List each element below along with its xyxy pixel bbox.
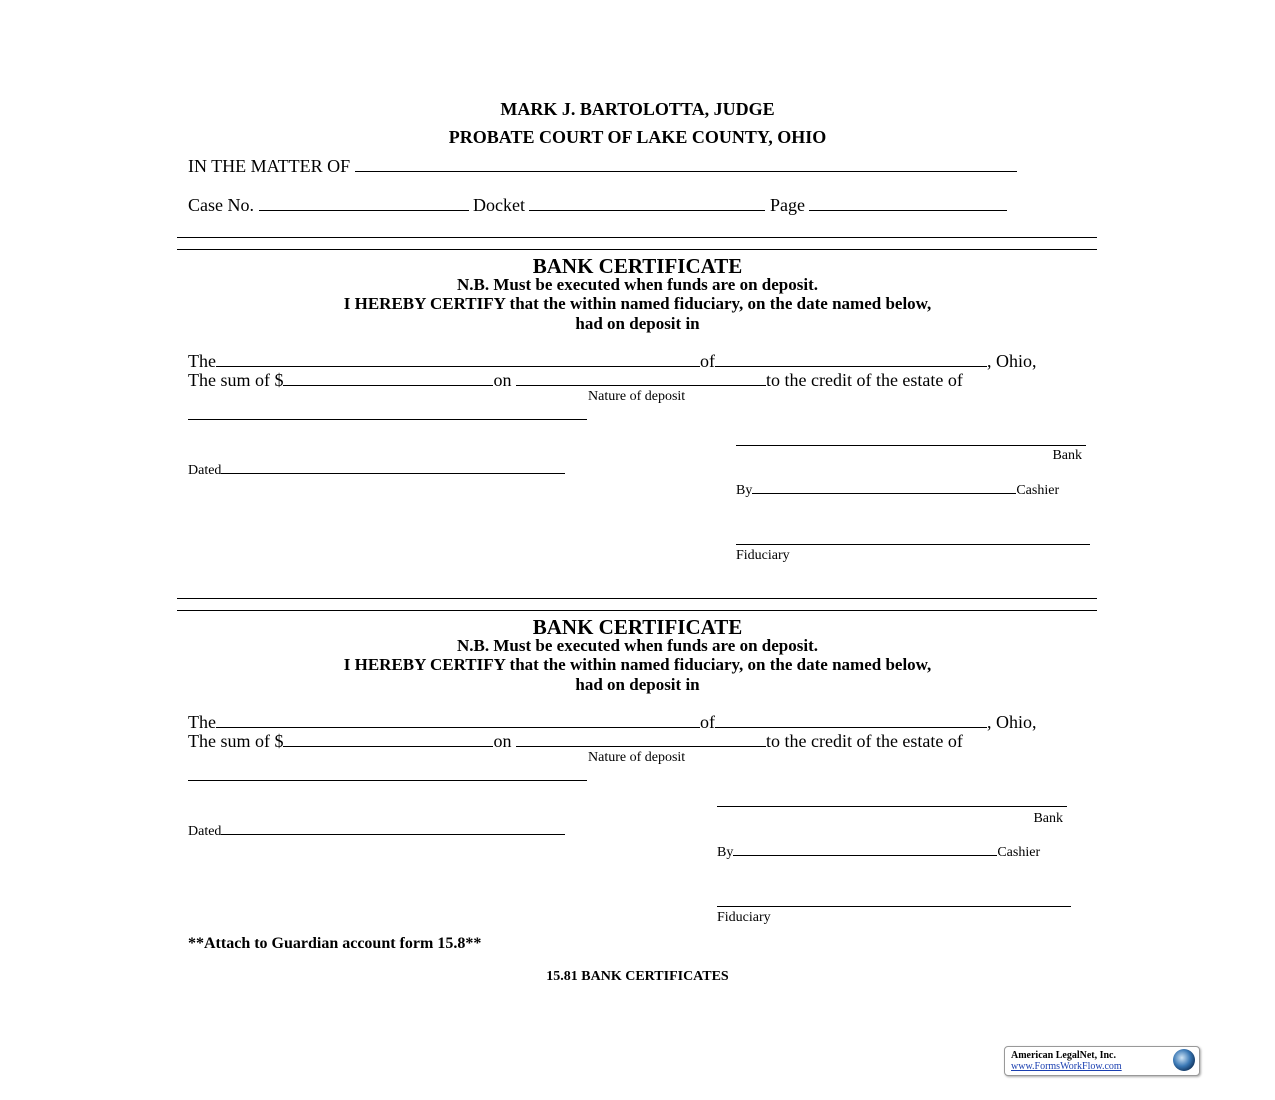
by-label: By (736, 483, 753, 498)
nature-field[interactable] (516, 384, 766, 386)
sum-field[interactable] (283, 384, 493, 386)
case-field[interactable] (259, 209, 469, 211)
ohio-label: , Ohio, (986, 712, 1037, 732)
bank-label: Bank (1033, 811, 1063, 826)
on-label: on (493, 370, 512, 390)
certify-text: I HEREBY CERTIFY that the within named fiduciary, on the date named below, (343, 655, 932, 674)
divider (177, 598, 1097, 599)
deposit-text: had on deposit in (575, 675, 700, 694)
cashier-field[interactable] (752, 492, 1016, 494)
ohio-label: , Ohio, (986, 351, 1037, 371)
divider (177, 610, 1097, 611)
dated-field[interactable] (221, 833, 565, 835)
docket-field[interactable] (529, 209, 765, 211)
nb-note: N.B. Must be executed when funds are on deposit. (457, 636, 818, 655)
divider (177, 237, 1097, 238)
attach-note: **Attach to Guardian account form 15.8** (188, 935, 482, 952)
on-label: on (493, 731, 512, 751)
sum-label: The sum of $ (188, 731, 284, 751)
of-label: of (699, 351, 715, 371)
estate-field[interactable] (188, 780, 587, 781)
matter-field[interactable] (355, 170, 1017, 172)
city-field[interactable] (715, 726, 987, 728)
logo-company: American LegalNet, Inc. (1011, 1050, 1116, 1061)
globe-icon (1173, 1049, 1195, 1071)
american-legalnet-logo[interactable] (1004, 1046, 1200, 1076)
case-label: Case No. (188, 195, 254, 215)
fiduciary-label: Fiduciary (736, 548, 790, 563)
nature-label: Nature of deposit (588, 389, 686, 404)
of-label: of (699, 712, 715, 732)
judge-name: MARK J. BARTOLOTTA, JUDGE (500, 99, 775, 119)
fiduciary-signature-field[interactable] (736, 544, 1090, 545)
fiduciary-signature-field[interactable] (717, 906, 1071, 907)
the-label: The (188, 712, 216, 732)
nb-note: N.B. Must be executed when funds are on deposit. (457, 275, 818, 294)
city-field[interactable] (715, 365, 987, 367)
bank-signature-field[interactable] (717, 806, 1067, 807)
cashier-label: Cashier (997, 845, 1041, 860)
matter-row (188, 156, 1017, 177)
logo-url[interactable]: www.FormsWorkFlow.com (1011, 1061, 1122, 1072)
matter-label: IN THE MATTER OF (188, 156, 351, 176)
deposit-text: had on deposit in (575, 314, 700, 333)
dated-label: Dated (188, 463, 222, 478)
page-field[interactable] (809, 209, 1007, 211)
credit-label: to the credit of the estate of (765, 731, 963, 751)
estate-field[interactable] (188, 419, 587, 420)
sum-field[interactable] (283, 745, 493, 747)
fiduciary-label: Fiduciary (717, 910, 771, 925)
certificate-title: BANK CERTIFICATE (532, 254, 743, 278)
bank-certificate-1 (0, 254, 1275, 574)
bank-name-field[interactable] (216, 365, 700, 367)
form-id: 15.81 BANK CERTIFICATES (546, 969, 729, 984)
dated-field[interactable] (221, 472, 565, 474)
credit-label: to the credit of the estate of (765, 370, 963, 390)
page-label: Page (769, 195, 805, 215)
certificate-title: BANK CERTIFICATE (532, 615, 743, 639)
court-name: PROBATE COURT OF LAKE COUNTY, OHIO (448, 127, 827, 147)
nature-label: Nature of deposit (588, 750, 686, 765)
bank-name-field[interactable] (216, 726, 700, 728)
divider (177, 249, 1097, 250)
bank-certificate-2 (0, 615, 1275, 935)
bank-label: Bank (1052, 448, 1082, 463)
dated-label: Dated (188, 824, 222, 839)
sum-label: The sum of $ (188, 370, 284, 390)
the-label: The (188, 351, 216, 371)
cashier-field[interactable] (733, 854, 997, 856)
docket-label: Docket (473, 195, 525, 215)
cashier-label: Cashier (1016, 483, 1060, 498)
case-row (188, 195, 1007, 216)
nature-field[interactable] (516, 745, 766, 747)
bank-signature-field[interactable] (736, 445, 1086, 446)
certify-text: I HEREBY CERTIFY that the within named fiduciary, on the date named below, (343, 294, 932, 313)
by-label: By (717, 845, 734, 860)
